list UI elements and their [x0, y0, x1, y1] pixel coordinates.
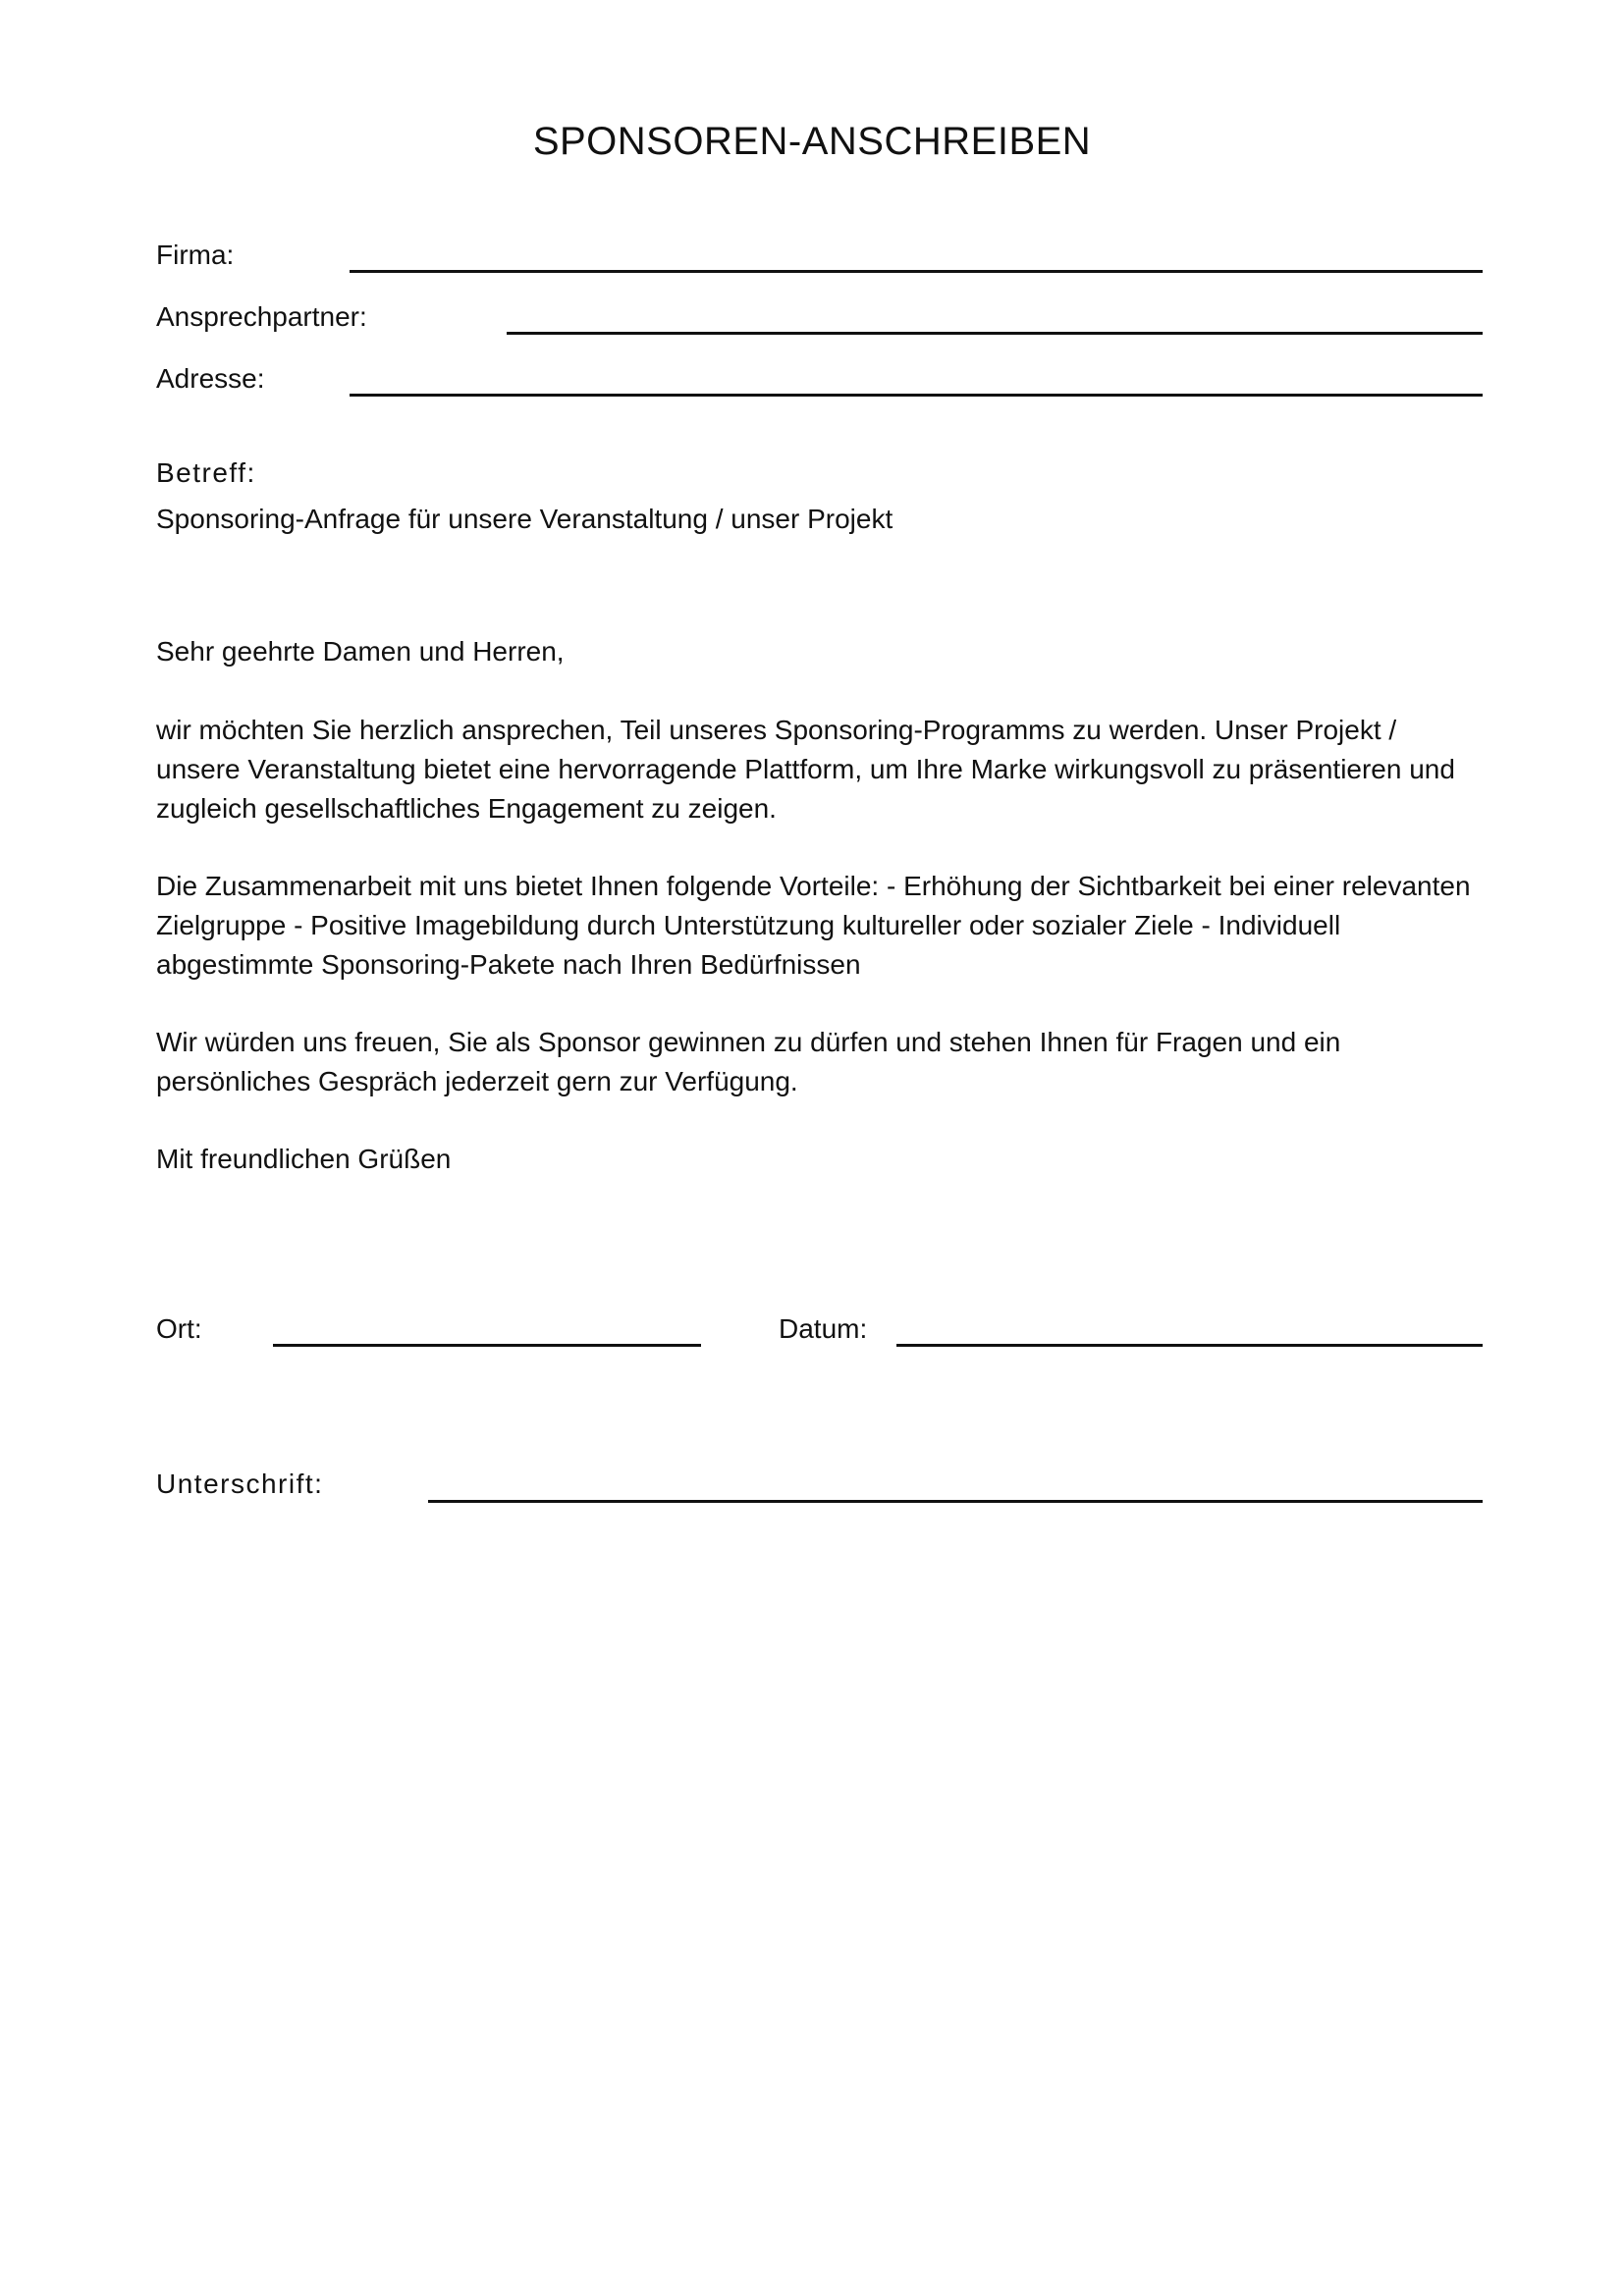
- firma-field[interactable]: [350, 270, 1483, 273]
- ansprechpartner-label: Ansprechpartner:: [156, 301, 367, 332]
- datum-field[interactable]: [896, 1344, 1483, 1347]
- paragraph-benefits: Die Zusammenarbeit mit uns bietet Ihnen folgende Vorteile: - Erhöhung der Sichtbarkeit bei einer relevanten Zielgruppe - Positive Imagebildung durch Unterstützung kultureller oder sozialer Ziele - Individuell abgestimmte Sponsoring-Pakete nach Ihren Bedürfnissen: [156, 871, 1471, 980]
- salutation: Sehr geehrte Damen und Herren,: [156, 636, 565, 667]
- page-title: SPONSOREN-ANSCHREIBEN: [532, 120, 1092, 163]
- unterschrift-field[interactable]: [428, 1500, 1483, 1503]
- unterschrift-label: Unterschrift:: [156, 1468, 324, 1499]
- datum-label: Datum:: [779, 1313, 868, 1344]
- paragraph-contact: Wir würden uns freuen, Sie als Sponsor gewinnen zu dürfen und stehen Ihnen für Fragen und ein persönliches Gespräch jederzeit gern zur Verfügung.: [156, 1027, 1341, 1096]
- adresse-field[interactable]: [350, 394, 1483, 397]
- paragraph-introduction: wir möchten Sie herzlich ansprechen, Teil unseres Sponsoring-Programms zu werden. Unser Projekt / unsere Veranstaltung bietet eine hervorragende Plattform, um Ihre Marke wirkungsvoll zu präsentieren und zugleich gesellschaftliches Engagement zu zeigen.: [156, 715, 1455, 824]
- closing: Mit freundlichen Grüßen: [156, 1144, 452, 1174]
- ort-field[interactable]: [273, 1344, 701, 1347]
- ansprechpartner-field[interactable]: [507, 332, 1483, 335]
- betreff-label: Betreff:: [156, 457, 256, 488]
- firma-label: Firma:: [156, 240, 235, 270]
- betreff-text: Sponsoring-Anfrage für unsere Veranstaltung / unser Projekt: [156, 504, 893, 534]
- adresse-label: Adresse:: [156, 363, 265, 394]
- ort-label: Ort:: [156, 1313, 202, 1344]
